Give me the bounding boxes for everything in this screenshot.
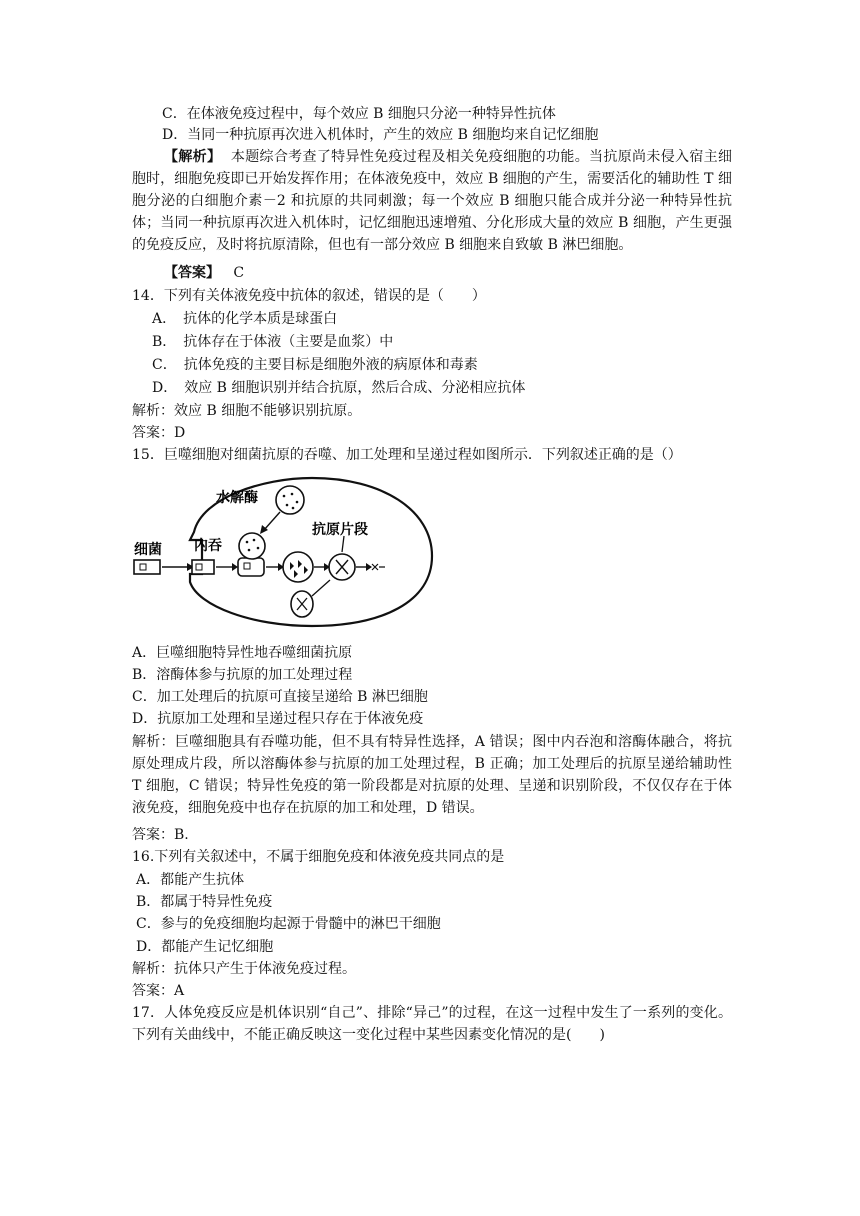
q16-answer: 答案：A: [132, 983, 185, 999]
q15-analysis: 解析：巨噬细胞具有吞噬功能，但不具有特异性选择，A 错误；图中内吞泡和溶酶体融合，将抗原处理成片段，所以溶酶体参与抗原的加工处理过程，B 正确；加工处理后的抗原呈递给辅助性 T 细胞，C 错误；特异性免疫的第一阶段都是对抗原的处理、呈递和识别阶段，不仅仅存在于体液免疫，细胞免疫中也存在抗原的加工和处理，D 错误。: [132, 734, 732, 816]
q14-option-d: D． 效应 B 细胞识别并结合抗原，然后合成、分泌相应抗体: [152, 380, 526, 396]
q13-option-c: C．在体液免疫过程中，每个效应 B 细胞只分泌一种特异性抗体: [162, 106, 556, 122]
q14-stem: 14．下列有关体液免疫中抗体的叙述，错误的是（ ）: [132, 288, 486, 304]
engulfed-bacterium: [192, 560, 214, 574]
label-hydrolase: 水解酶: [216, 490, 258, 506]
phagosome: [238, 558, 264, 576]
lysosome: [276, 486, 304, 514]
q13-answer-value: C: [233, 265, 245, 281]
macrophage-antigen-diagram: [132, 470, 440, 630]
q13-analysis: [132, 146, 732, 256]
q16-option-b: B．都属于特异性免疫: [136, 894, 273, 910]
label-antigen-fragment: 抗原片段: [312, 522, 368, 538]
q15-option-d: D．抗原加工处理和呈递过程只存在于体液免疫: [132, 711, 424, 727]
q15-option-a: A．巨噬细胞特异性地吞噬细菌抗原: [132, 645, 353, 661]
q15-option-b: B．溶酶体参与抗原的加工处理过程: [132, 667, 353, 683]
label-bacteria: 细菌: [134, 542, 162, 558]
q16-option-d: D．都能产生记忆细胞: [136, 939, 274, 955]
q16-stem: 16.下列有关叙述中，不属于细胞免疫和体液免疫共同点的是: [132, 849, 505, 865]
q15-option-c: C．加工处理后的抗原可直接呈递给 B 淋巴细胞: [132, 689, 428, 705]
q15-answer: 答案：B.: [132, 827, 189, 843]
q14-analysis: 解析：效应 B 细胞不能够识别抗原。: [132, 403, 362, 419]
lysosome-fusing: [239, 533, 265, 559]
bacterium: [134, 560, 160, 574]
q14-option-c: C． 抗体免疫的主要目标是细胞外液的病原体和毒素: [152, 357, 478, 373]
q16-option-c: C．参与的免疫细胞均起源于骨髓中的淋巴干细胞: [136, 916, 441, 932]
q17-stem: 17．人体免疫反应是机体识别“自己”、排除“异己”的过程，在这一过程中发生了一系列的变化。下列有关曲线中，不能正确反映这一变化过程中某些因素变化情况的是( ): [132, 1005, 732, 1043]
label-endocytosis: 内吞: [194, 538, 222, 554]
q14-option-b: B． 抗体存在于体液（主要是血浆）中: [152, 334, 394, 350]
q13-analysis-text: 本题综合考查了特异性免疫过程及相关免疫细胞的功能。当抗原尚未侵入宿主细胞时，细胞免疫即已开始发挥作用；在体液免疫中，效应 B 细胞的产生，需要活化的辅助性 T 细胞分泌的白细胞介素－2 和抗原的共同刺激；每一个效应 B 细胞只能合成并分泌一种特异性抗体；当同一种抗原再次进入机体时，记忆细胞迅速增殖、分化形成大量的效应 B 细胞，产生更强的免疫反应，及时将抗原清除，但也有一部分效应 B 细胞来自致敏 B 淋巴细胞。: [132, 149, 733, 253]
q15-stem: 15．巨噬细胞对细菌抗原的吞噬、加工处理和呈递过程如图所示．下列叙述正确的是（）: [132, 447, 682, 463]
q16-option-a: A．都能产生抗体: [136, 872, 245, 888]
q13-answer: [164, 262, 764, 284]
q13-answer-tag: 【答案】: [164, 265, 220, 281]
q14-option-a: A． 抗体的化学本质是球蛋白: [152, 311, 338, 327]
q13-option-d: D．当同一种抗原再次进入机体时，产生的效应 B 细胞均来自记忆细胞: [162, 127, 599, 143]
q14-answer: 答案：D: [132, 425, 186, 441]
q16-analysis: 解析：抗体只产生于体液免疫过程。: [132, 961, 356, 977]
q13-analysis-tag: 【解析】: [164, 149, 222, 165]
